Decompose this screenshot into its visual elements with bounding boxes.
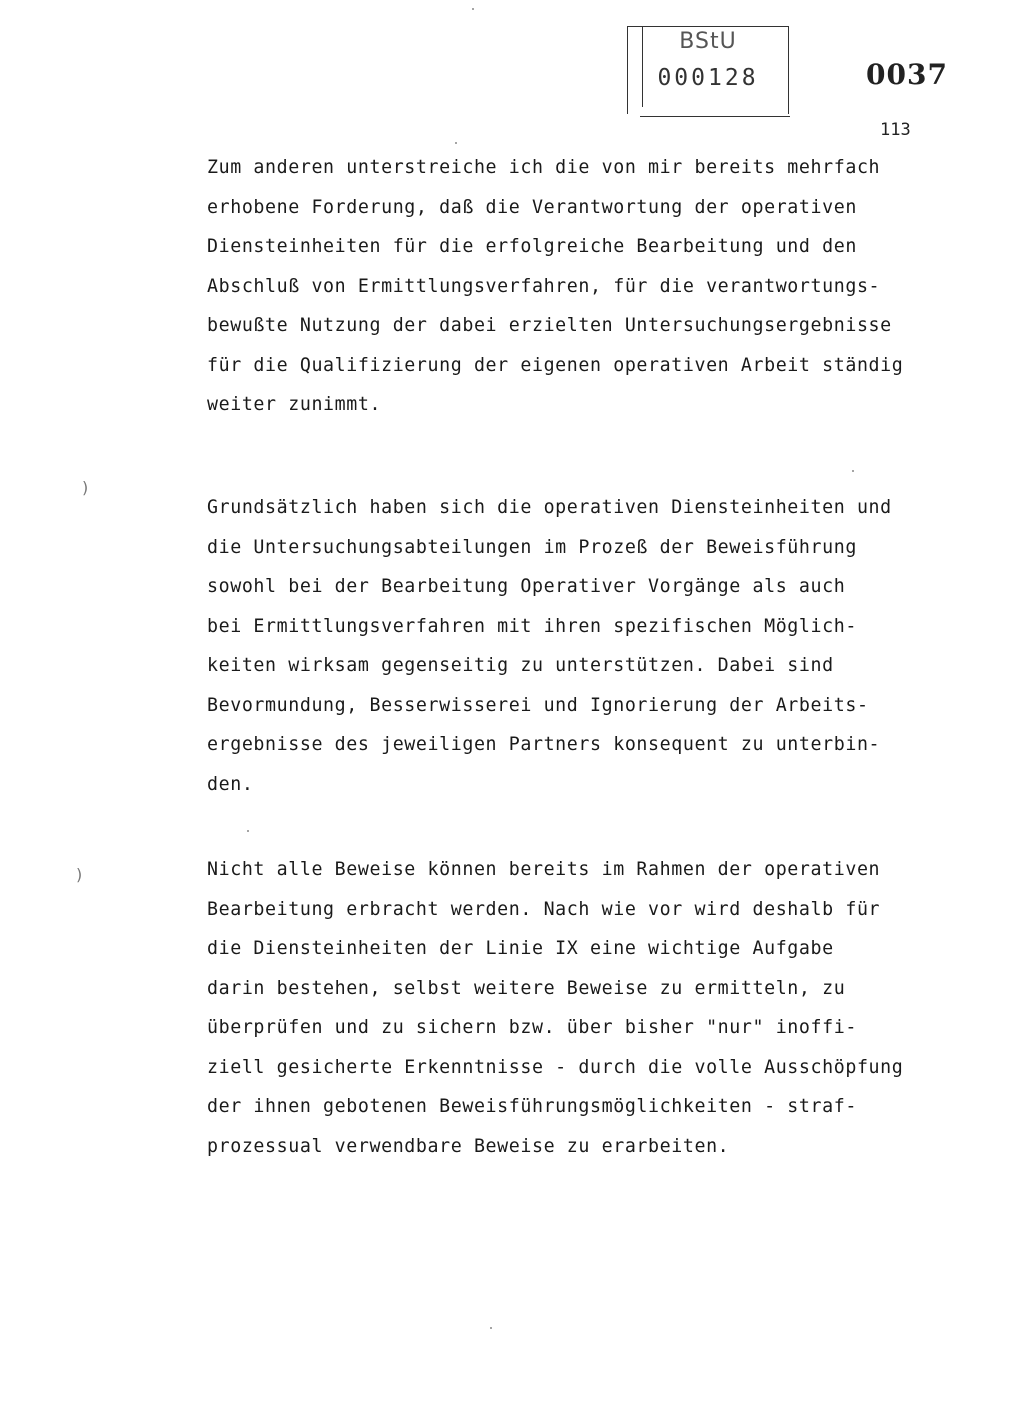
paragraph-1 [207,148,947,425]
text-line: Grundsätzlich haben sich die operativen Diensteinheiten und [207,497,892,518]
text-line: der ihnen gebotenen Beweisführungsmöglichkeiten - straf- [207,1096,857,1117]
scan-artifact-mark: ) [76,865,83,884]
paragraph-2 [207,488,947,804]
scan-artifact-mark: ) [82,478,89,497]
scan-dust-dot [455,142,457,144]
text-line: ergebnisse des jeweiligen Partners konsequent zu unterbin- [207,734,881,755]
text-line: prozessual verwendbare Beweise zu erarbeiten. [207,1135,730,1157]
archive-stamp-title: BStU [679,29,737,54]
stamp-underline [640,116,790,117]
text-line: für die Qualifizierung der eigenen operativen Arbeit ständig [207,354,904,376]
text-line: Bearbeitung erbracht werden. Nach wie vor wird deshalb für [207,898,881,920]
text-line: darin bestehen, selbst weitere Beweise zu ermitteln, zu [207,977,846,999]
text-line: Abschluß von Ermittlungsverfahren, für die verantwortungs- [207,275,881,297]
text-line: bewußte Nutzung der dabei erzielten Untersuchungsergebnisse [207,315,892,336]
text-line: überprüfen und zu sichern bzw. über bisher "nur" inoffi- [207,1017,857,1038]
archive-stamp [627,26,789,114]
text-line: Bevormundung, Besserwisserei und Ignorierung der Arbeits- [207,694,869,716]
text-line: erhobene Forderung, daß die Verantwortung der operativen [207,196,857,218]
text-line: sowohl bei der Bearbeitung Operativer Vorgänge als auch [207,576,846,597]
paragraph-3 [207,850,947,1166]
scan-dust-dot [490,1327,492,1329]
archive-stamp-number: 000128 [657,65,759,91]
text-line: weiter zunimmt. [207,394,382,415]
text-line: die Diensteinheiten der Linie IX eine wichtige Aufgabe [207,938,834,959]
page-stamp-number: 0037 [866,58,948,91]
scan-dust-dot [472,8,474,10]
scan-dust-dot [852,470,854,472]
text-line: Zum anderen unterstreiche ich die von mir bereits mehrfach [207,157,881,178]
text-line: keiten wirksam gegenseitig zu unterstützen. Dabei sind [207,655,834,676]
text-line: die Untersuchungsabteilungen im Prozeß der Beweisführung [207,536,857,558]
text-line: bei Ermittlungsverfahren mit ihren spezifischen Möglich- [207,615,857,637]
page-number: 113 [880,120,911,140]
scan-dust-dot [247,830,249,832]
text-line: Diensteinheiten für die erfolgreiche Bearbeitung und den [207,236,857,257]
text-line: ziell gesicherte Erkenntnisse - durch die volle Ausschöpfung [207,1056,904,1078]
text-line: den. [207,773,254,795]
text-line: Nicht alle Beweise können bereits im Rahmen der operativen [207,859,881,880]
